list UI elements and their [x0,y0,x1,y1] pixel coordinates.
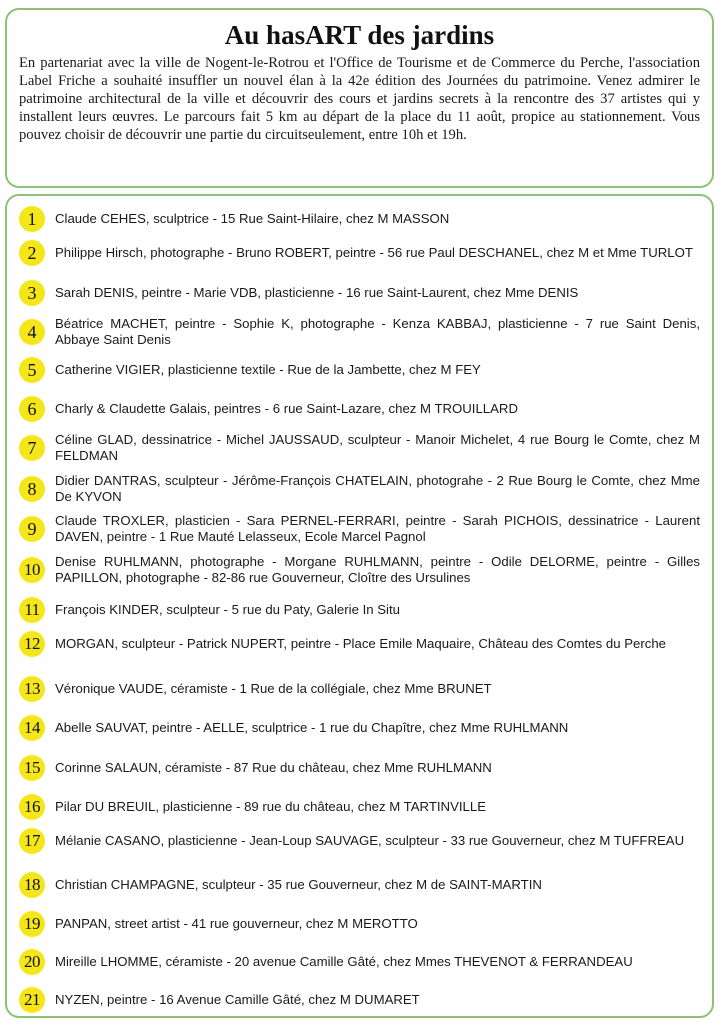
list-item-text: Didier DANTRAS, sculpteur - Jérôme-François CHATELAIN, photograhe - 2 Rue Bourg le Comte, chez Mme De KYVON [55,473,700,504]
list-item-text: Christian CHAMPAGNE, sculpteur - 35 rue Gouverneur, chez M de SAINT-MARTIN [55,877,542,892]
list-item-text: MORGAN, sculpteur - Patrick NUPERT, peintre - Place Emile Maquaire, Château des Comtes du Perche [55,636,667,651]
number-badge: 11 [19,597,45,623]
list-item [19,715,700,741]
number-badge: 13 [19,676,45,702]
list-item-text: Claude CEHES, sculptrice - 15 Rue Saint-Hilaire, chez M MASSON [55,211,450,226]
list-item [19,240,700,266]
list-item-text: Céline GLAD, dessinatrice - Michel JAUSSAUD, sculpteur - Manoir Michelet, 4 rue Bourg le Comte, chez M FELDMAN [55,432,700,463]
list-item-text: Abelle SAUVAT, peintre - AELLE, sculptrice - 1 rue du Chapître, chez Mme RUHLMANN [55,720,569,735]
list-item [19,280,700,306]
number-badge: 10 [19,557,45,583]
list-item [19,473,700,505]
list-item-text: Catherine VIGIER, plasticienne textile - Rue de la Jambette, chez M FEY [55,362,481,377]
intro-paragraph: En partenariat avec la ville de Nogent-le-Rotrou et l'Office de Tourisme et de Commerce du Perche, l'association Label Friche a souhaité insuffler un nouvel élan à la 42e édition des Journées du patrimoine. Venez admirer le patrimoine architectural de la ville et découvrir des cours et jardins secrets à la rencontre des 37 artistes qui y installent leurs œuvres. Le parcours fait 5 km au départ de la place du 11 août, propice au stationnement. Vous pouvez choisir de découvrir une partie du circuitseulement, entre 10h et 19h. [19,55,700,143]
number-badge: 16 [19,794,45,820]
number-badge: 15 [19,755,45,781]
list-item [19,206,700,232]
list-item [19,554,700,586]
number-badge: 7 [19,435,45,461]
list-item-text: Mireille LHOMME, céramiste - 20 avenue Camille Gâté, chez Mmes THEVENOT & FERRANDEAU [55,954,633,969]
number-badge: 12 [19,631,45,657]
number-badge: 6 [19,396,45,422]
list-item-text: Corinne SALAUN, céramiste - 87 Rue du château, chez Mme RUHLMANN [55,760,492,775]
list-item-text: Sarah DENIS, peintre - Marie VDB, plasticienne - 16 rue Saint-Laurent, chez Mme DENIS [55,285,579,300]
number-badge: 1 [19,206,45,232]
number-badge: 21 [19,987,45,1013]
intro-box [5,8,714,188]
list-item-text: PANPAN, street artist - 41 rue gouverneur, chez M MEROTTO [55,916,418,931]
number-badge: 3 [19,280,45,306]
list-item-text: NYZEN, peintre - 16 Avenue Camille Gâté, chez M DUMARET [55,992,420,1007]
number-badge: 17 [19,828,45,854]
list-item-text: Philippe Hirsch, photographe - Bruno ROBERT, peintre - 56 rue Paul DESCHANEL, chez M et Mme TURLOT [55,245,693,260]
list-item [19,631,700,657]
number-badge: 2 [19,240,45,266]
list-item-text: Béatrice MACHET, peintre - Sophie K, photographe - Kenza KABBAJ, plasticienne - 7 rue Saint Denis, Abbaye Saint Denis [55,316,700,347]
list-item-text: Pilar DU BREUIL, plasticienne - 89 rue du château, chez M TARTINVILLE [55,799,486,814]
list-item [19,949,700,975]
number-badge: 4 [19,319,45,345]
number-badge: 20 [19,949,45,975]
list-item [19,396,700,422]
list-item-text: Véronique VAUDE, céramiste - 1 Rue de la collégiale, chez Mme BRUNET [55,681,492,696]
list-item-text: Charly & Claudette Galais, peintres - 6 rue Saint-Lazare, chez M TROUILLARD [55,401,518,416]
list-item [19,872,700,898]
list-item [19,513,700,545]
number-badge: 14 [19,715,45,741]
artist-list [5,194,714,1018]
list-item [19,828,700,854]
number-badge: 18 [19,872,45,898]
list-item [19,432,700,464]
number-badge: 19 [19,911,45,937]
list-item [19,357,700,383]
number-badge: 8 [19,476,45,502]
list-item-text: Claude TROXLER, plasticien - Sara PERNEL-FERRARI, peintre - Sarah PICHOIS, dessinatrice - Laurent DAVEN, peintre - 1 Rue Mauté Lelasseux, Ecole Marcel Pagnol [55,513,700,544]
list-item-text: Denise RUHLMANN, photographe - Morgane RUHLMANN, peintre - Odile DELORME, peintre - Gilles PAPILLON, photographe - 82-86 rue Gouverneur, Cloître des Ursulines [55,554,700,585]
list-item [19,676,700,702]
list-item [19,987,700,1013]
list-item-text: Mélanie CASANO, plasticienne - Jean-Loup SAUVAGE, sculpteur - 33 rue Gouverneur, chez M TUFFREAU [55,833,685,848]
number-badge: 5 [19,357,45,383]
number-badge: 9 [19,516,45,542]
list-item [19,316,700,348]
list-item [19,911,700,937]
list-item [19,755,700,781]
page-title: Au hasART des jardins [224,20,495,50]
list-item [19,794,700,820]
list-item [19,597,700,623]
list-item-text: François KINDER, sculpteur - 5 rue du Paty, Galerie In Situ [55,602,400,617]
